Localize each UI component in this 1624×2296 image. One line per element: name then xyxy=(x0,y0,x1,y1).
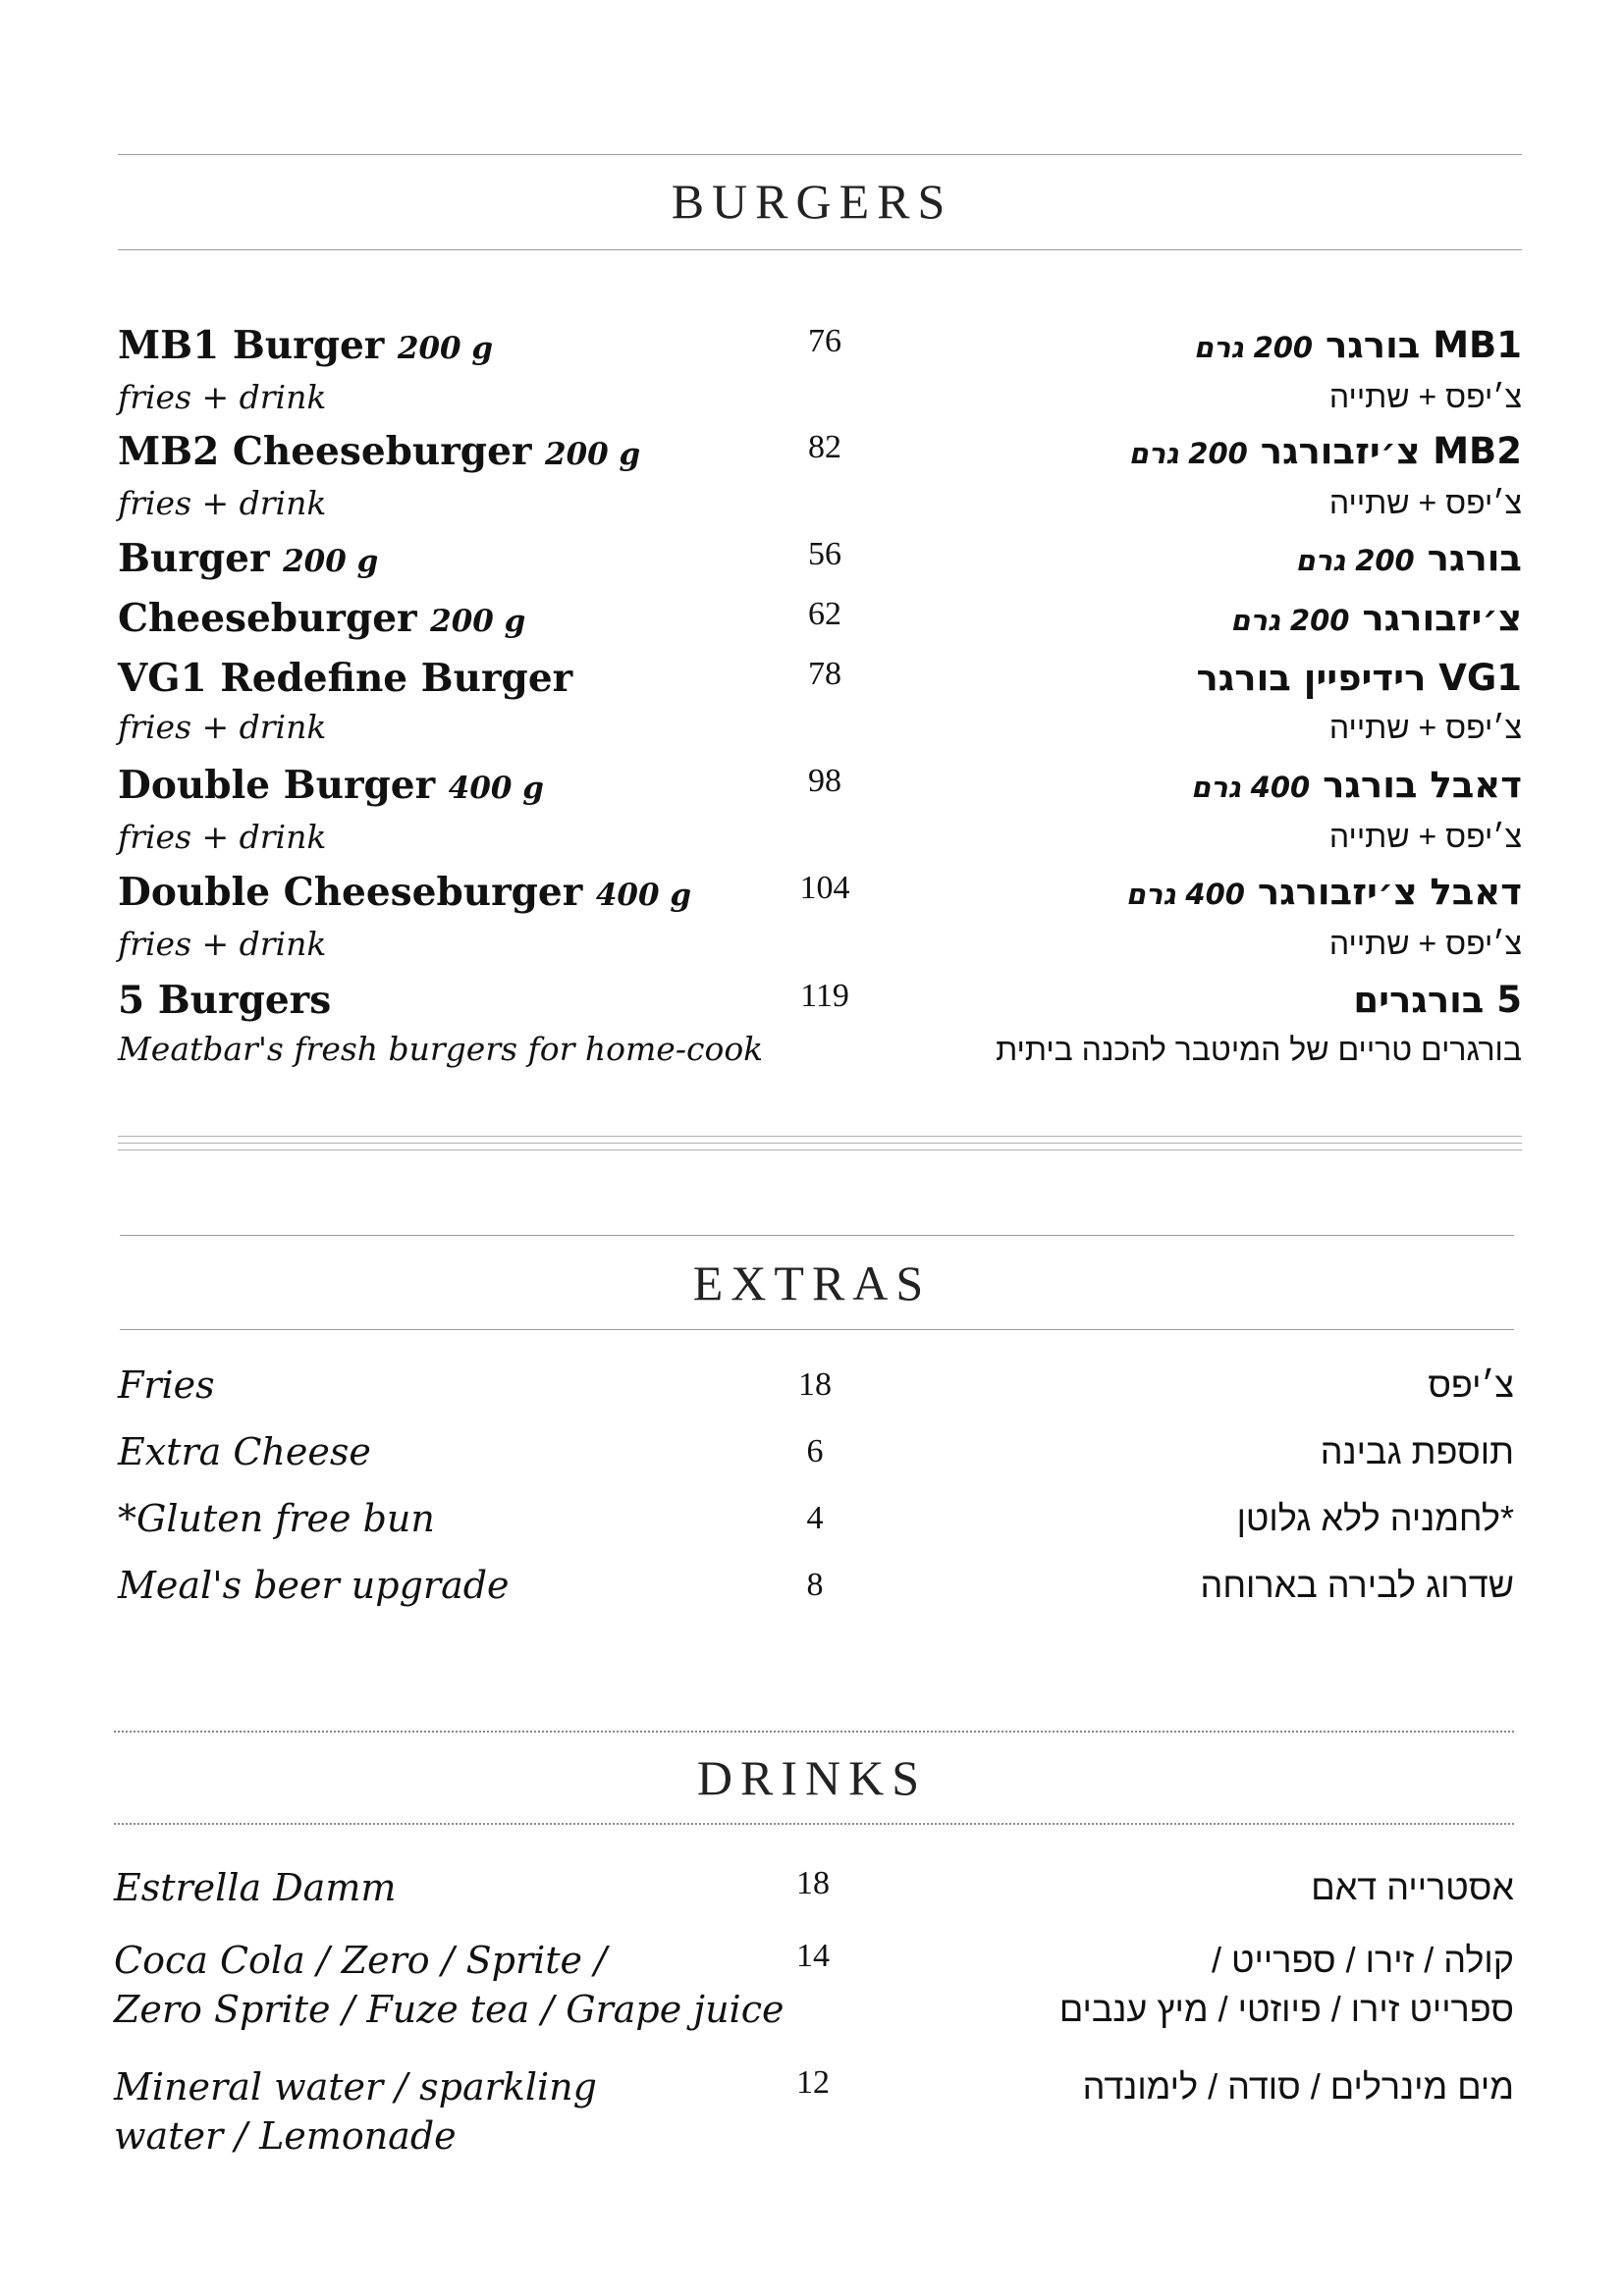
item-name-en: 5 Burgers xyxy=(118,978,332,1023)
item-name-he: דאבל בורגר xyxy=(1323,764,1522,806)
item-weight-en: 200 g xyxy=(545,437,641,472)
item-name-en: Burger xyxy=(118,536,270,581)
item-price: 56 xyxy=(808,536,841,572)
item-sub-he: בורגרים טריים של המיטבר להכנה ביתית xyxy=(996,1032,1522,1067)
item-sub-en: fries + drink xyxy=(118,484,327,522)
item-weight-en: 200 g xyxy=(283,544,379,579)
drinks-section-title: DRINKS xyxy=(696,1750,928,1805)
item-name-en: *Gluten free bun xyxy=(118,1497,435,1540)
item-price: 119 xyxy=(800,978,849,1014)
item-price: 14 xyxy=(796,1938,830,1974)
item-price: 104 xyxy=(799,870,850,906)
item-sub-he: צ׳יפס + שתייה xyxy=(1328,710,1522,745)
item-name-he: MB2 צ׳יזבורגר xyxy=(1260,430,1522,472)
item-sub-en: fries + drink xyxy=(118,708,327,746)
item-name-en: MB1 Burger xyxy=(118,323,385,368)
item-name-en: Double Cheeseburger xyxy=(118,870,583,915)
item-sub-he: צ׳יפס + שתייה xyxy=(1328,379,1522,414)
item-price: 4 xyxy=(806,1500,824,1536)
item-sub-he: צ׳יפס + שתייה xyxy=(1328,819,1522,854)
item-sub-en: fries + drink xyxy=(118,378,327,416)
item-weight-he: 400 גרם xyxy=(1125,878,1245,911)
extras-bottom-rule xyxy=(120,1329,1514,1330)
item-name-he: *לחמניה ללא גלוטן xyxy=(1236,1498,1514,1538)
item-name-he: שדרוג לבירה בארוחה xyxy=(1200,1565,1514,1605)
item-name-en: Fries xyxy=(118,1363,215,1407)
item-weight-en: 400 g xyxy=(595,878,692,913)
item-weight-en: 200 g xyxy=(430,604,526,639)
item-weight-he: 200 גרם xyxy=(1230,604,1350,637)
item-price: 18 xyxy=(798,1366,832,1403)
item-name-en: Mineral water / sparkling xyxy=(114,2065,597,2109)
extras-top-rule xyxy=(120,1235,1514,1236)
item-name-he: 5 בורגרים xyxy=(1353,979,1522,1021)
item-price: 12 xyxy=(796,2064,830,2101)
section-divider-line-3 xyxy=(118,1149,1522,1150)
item-weight-en: 200 g xyxy=(397,331,494,366)
drinks-bottom-rule xyxy=(114,1823,1514,1825)
item-name-en: Extra Cheese xyxy=(118,1430,371,1473)
drinks-top-rule xyxy=(114,1731,1514,1733)
item-name-he: תוספת גבינה xyxy=(1320,1431,1514,1471)
item-name-en-line2: Zero Sprite / Fuze tea / Grape juice xyxy=(114,1988,785,2031)
burgers-top-rule xyxy=(118,154,1522,155)
item-name-he: קולה / זירו / ספרייט / xyxy=(1212,1940,1514,1980)
item-price: 6 xyxy=(806,1433,824,1469)
item-name-en-line2: water / Lemonade xyxy=(114,2114,457,2158)
item-sub-he: צ׳יפס + שתייה xyxy=(1328,926,1522,961)
item-price: 82 xyxy=(808,429,841,465)
item-name-he: צ׳יזבורגר xyxy=(1362,597,1522,639)
item-weight-he: 400 גרם xyxy=(1190,771,1311,804)
burgers-section-title: BURGERS xyxy=(671,174,953,229)
item-name-he: דאבל צ׳יזבורגר xyxy=(1257,871,1522,913)
item-weight-he: 200 גרם xyxy=(1295,544,1415,577)
item-name-en: Double Burger xyxy=(118,763,436,808)
item-weight-he: 200 גרם xyxy=(1128,437,1248,470)
item-name-he: VG1 רידיפיין בורגר xyxy=(1196,657,1522,699)
item-name-en: Coca Cola / Zero / Sprite / xyxy=(114,1939,607,1982)
section-divider-line-2 xyxy=(118,1143,1522,1144)
item-price: 76 xyxy=(808,323,841,359)
item-name-he: מים מינרלים / סודה / לימונדה xyxy=(1082,2066,1514,2107)
item-name-he: אסטרייה דאם xyxy=(1311,1867,1514,1907)
burgers-bottom-rule xyxy=(118,249,1522,250)
item-weight-he: 200 גרם xyxy=(1193,331,1314,364)
item-name-he: צ׳יפס xyxy=(1428,1364,1514,1405)
item-price: 98 xyxy=(808,763,841,799)
section-divider-line-1 xyxy=(118,1136,1522,1137)
item-weight-en: 400 g xyxy=(448,771,544,806)
item-name-en: MB2 Cheeseburger xyxy=(118,429,532,474)
item-name-en: Estrella Damm xyxy=(114,1866,397,1909)
item-price: 78 xyxy=(808,656,841,692)
item-name-he: MB1 בורגר xyxy=(1326,324,1522,366)
item-price: 8 xyxy=(806,1567,824,1603)
item-name-en: Meal's beer upgrade xyxy=(118,1564,510,1607)
item-name-en: VG1 Redefine Burger xyxy=(118,656,573,701)
extras-section-title: EXTRAS xyxy=(692,1255,932,1310)
item-name-he-line2: ספרייט זירו / פיוזטי / מיץ ענבים xyxy=(1058,1989,1514,2029)
item-sub-en: Meatbar's fresh burgers for home-cook xyxy=(118,1030,764,1068)
item-price: 62 xyxy=(808,596,841,632)
item-sub-en: fries + drink xyxy=(118,818,327,856)
item-sub-en: fries + drink xyxy=(118,925,327,963)
item-name-he: בורגר xyxy=(1427,537,1522,579)
item-price: 18 xyxy=(796,1865,830,1901)
item-name-en: Cheeseburger xyxy=(118,596,417,641)
item-sub-he: צ׳יפס + שתייה xyxy=(1328,485,1522,520)
